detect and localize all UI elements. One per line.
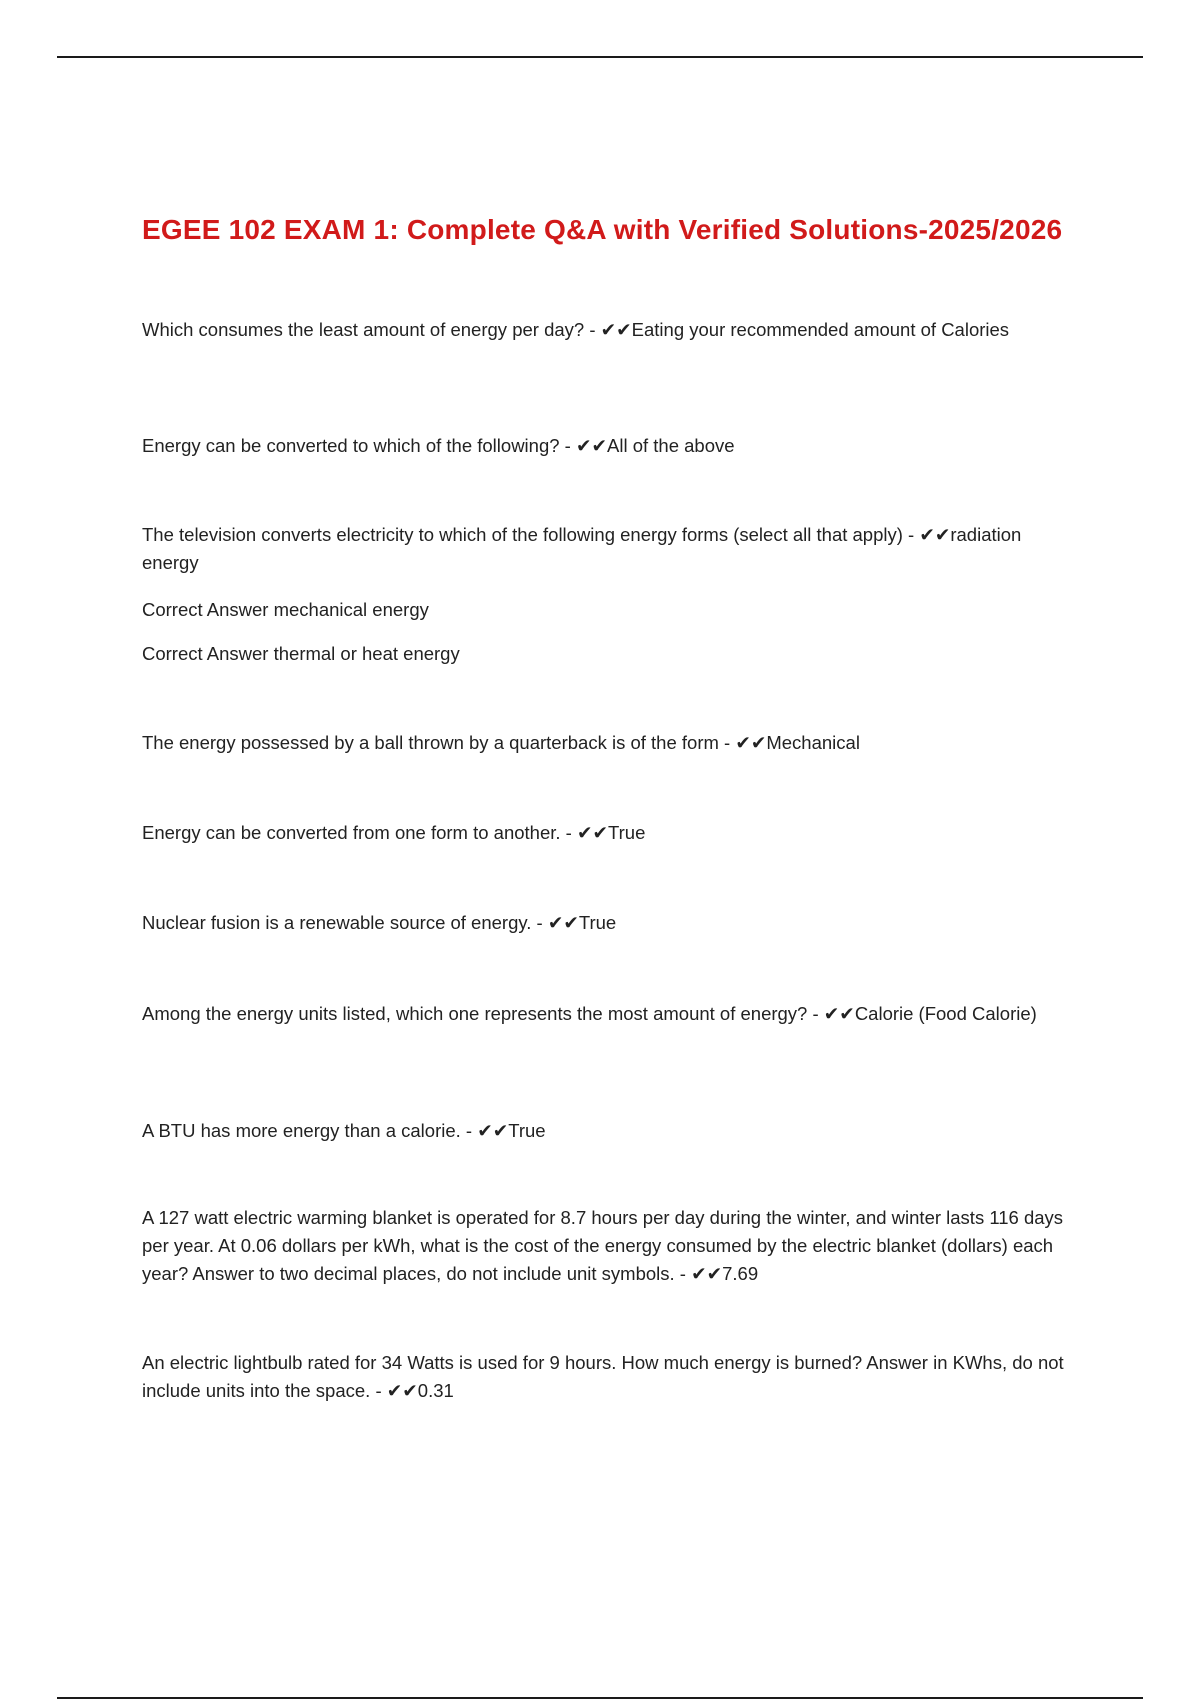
qa-item-10 (142, 1349, 1072, 1405)
answer-text: All of the above (607, 435, 735, 456)
bottom-rule (57, 1697, 1143, 1699)
qa-item-1 (142, 316, 1072, 344)
question-text: Which consumes the least amount of energy per day? - (142, 319, 596, 340)
qa-item-6 (142, 909, 1072, 937)
qa-item-4 (142, 729, 1072, 757)
question-text: The television converts electricity to which of the following energy forms (select all that apply) - (142, 524, 915, 545)
answer-text: Mechanical (766, 732, 860, 753)
question-text: An electric lightbulb rated for 34 Watts is used for 9 hours. How much energy is burned? Answer in KWhs, do not include units into the space. - (142, 1352, 1064, 1401)
check-icon: ✔✔ (735, 732, 767, 753)
check-icon: ✔✔ (600, 319, 632, 340)
question-text: Energy can be converted to which of the following? - (142, 435, 571, 456)
check-icon: ✔✔ (386, 1380, 418, 1401)
qa-item-9 (142, 1204, 1072, 1288)
qa-item-5 (142, 819, 1072, 847)
qa-item-3 (142, 521, 1072, 577)
question-text: Among the energy units listed, which one represents the most amount of energy? - (142, 1003, 819, 1024)
extra-answer-2: Correct Answer thermal or heat energy (142, 643, 460, 664)
qa-item-2 (142, 432, 1072, 460)
answer-text: 7.69 (722, 1263, 759, 1284)
answer-text: Calorie (Food Calorie) (854, 1003, 1037, 1024)
check-icon: ✔✔ (823, 1003, 855, 1024)
answer-text: True (508, 1120, 546, 1141)
qa-item-8 (142, 1117, 1072, 1145)
check-icon: ✔✔ (691, 1263, 723, 1284)
page-title: EGEE 102 EXAM 1: Complete Q&A with Verified Solutions-2025/2026 (142, 214, 1063, 245)
qa-item-7 (142, 1000, 1072, 1028)
answer-text: True (578, 912, 617, 933)
check-icon: ✔✔ (575, 435, 607, 456)
question-text: Nuclear fusion is a renewable source of energy. - (142, 912, 543, 933)
question-text: A BTU has more energy than a calorie. - (142, 1120, 473, 1141)
check-icon: ✔✔ (477, 1120, 509, 1141)
top-rule (57, 56, 1143, 58)
answer-text: Eating your recommended amount of Calories (631, 319, 1010, 340)
answer-text: 0.31 (417, 1380, 454, 1401)
check-icon: ✔✔ (547, 912, 579, 933)
extra-answer-1: Correct Answer mechanical energy (142, 599, 429, 620)
answer-text: True (608, 822, 646, 843)
question-text: A 127 watt electric warming blanket is operated for 8.7 hours per day during the winter, and winter lasts 116 days per year. At 0.06 dollars per kWh, what is the cost of the energy consumed by the electric blanket (dollars) each year? Answer to two decimal places, do not include unit symbols. - (142, 1207, 1064, 1284)
answer-text: radiation energy (142, 524, 1022, 573)
question-text: The energy possessed by a ball thrown by a quarterback is of the form - (142, 732, 731, 753)
question-text: Energy can be converted from one form to another. - (142, 822, 572, 843)
check-icon: ✔✔ (577, 822, 609, 843)
check-icon: ✔✔ (919, 524, 951, 545)
